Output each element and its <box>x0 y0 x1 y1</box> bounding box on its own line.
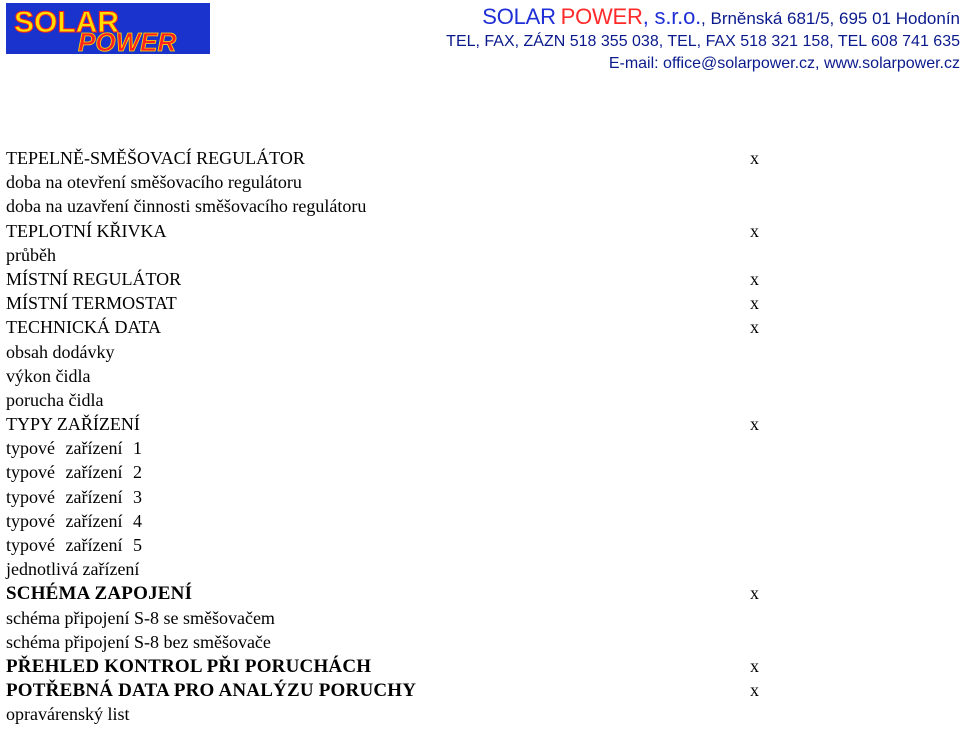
list-item-mark: x <box>750 680 759 701</box>
list-item <box>6 436 766 460</box>
logo-solar-text: SOLAR <box>14 6 119 39</box>
list-item-label: PŘEHLED KONTROL PŘI PORUCHÁCH <box>6 655 372 677</box>
list-item-label: typové zařízení 5 <box>6 535 142 555</box>
list-item <box>6 654 766 678</box>
list-item <box>6 630 766 654</box>
list-item-label: porucha čidla <box>6 389 104 410</box>
list-item <box>6 412 766 436</box>
brand-power: POWER <box>560 4 643 29</box>
list-item-label: typové zařízení 1 <box>6 438 142 459</box>
list-item <box>6 581 766 605</box>
logo-power-text: POWER <box>78 27 177 54</box>
list-item <box>6 364 766 388</box>
brand-solar: SOLAR <box>482 4 556 29</box>
solar-power-logo-icon <box>6 3 210 54</box>
list-item-mark: x <box>750 220 759 241</box>
list-item <box>6 485 766 509</box>
list-item <box>6 267 766 291</box>
list-item-label: obsah dodávky <box>6 341 115 362</box>
list-item-mark: x <box>750 317 759 338</box>
list-item-label: MÍSTNÍ TERMOSTAT <box>6 293 177 314</box>
company-name-line <box>446 5 960 31</box>
list-item-label: typové zařízení 4 <box>6 510 142 531</box>
list-item <box>6 606 766 630</box>
list-item-label: SCHÉMA ZAPOJENÍ <box>6 583 193 605</box>
list-item <box>6 315 766 339</box>
list-item <box>6 291 766 315</box>
list-item <box>6 170 766 194</box>
list-item-mark: x <box>750 293 759 314</box>
list-item <box>6 146 766 170</box>
list-item-label: typové zařízení 2 <box>6 462 142 483</box>
list-item <box>6 509 766 533</box>
list-item-label: doba na otevření směšovacího regulátoru <box>6 172 302 193</box>
company-address: , Brněnská 681/5, 695 01 Hodonín <box>701 9 960 28</box>
list-item-label: typové zařízení 3 <box>6 486 142 507</box>
list-item-label: výkon čidla <box>6 365 91 386</box>
list-item-mark: x <box>750 655 759 676</box>
list-item-label: TEPELNĚ-SMĚŠOVACÍ REGULÁTOR <box>6 148 305 168</box>
list-item <box>6 194 766 218</box>
list-item <box>6 460 766 484</box>
list-item-label: schéma připojení S-8 se směšovačem <box>6 607 275 628</box>
list-item <box>6 219 766 243</box>
list-item-label: TEPLOTNÍ KŘIVKA <box>6 220 167 241</box>
list-item-mark: x <box>750 414 759 435</box>
list-item-label: doba na uzavření činnosti směšovacího regulátoru <box>6 196 367 217</box>
list-item-mark: x <box>750 583 759 604</box>
list-item <box>6 678 766 702</box>
list-item <box>6 557 766 581</box>
list-item-label: opravárenský list <box>6 704 130 725</box>
list-item-label: průběh <box>6 244 56 265</box>
company-email-web: E-mail: office@solarpower.cz, www.solarpower.cz <box>608 55 960 72</box>
contents-list <box>6 146 766 727</box>
company-info <box>446 5 960 75</box>
company-logo <box>6 3 210 54</box>
list-item-label: schéma připojení S-8 bez směšovače <box>6 631 271 652</box>
brand-sro: , s.r.o. <box>642 4 702 29</box>
list-item-label: MÍSTNÍ REGULÁTOR <box>6 268 182 289</box>
list-item-label: POTŘEBNÁ DATA PRO ANALÝZU PORUCHY <box>6 680 417 702</box>
list-item-label: TYPY ZAŘÍZENÍ <box>6 414 140 435</box>
list-item-label: TECHNICKÁ DATA <box>6 317 162 338</box>
list-item <box>6 340 766 364</box>
list-item <box>6 243 766 267</box>
list-item <box>6 533 766 557</box>
list-item-mark: x <box>750 268 759 289</box>
company-contacts: TEL, FAX, ZÁZN 518 355 038, TEL, FAX 518 321 158, TEL 608 741 635 <box>446 33 960 50</box>
list-item <box>6 388 766 412</box>
list-item-label: jednotlivá zařízení <box>6 559 140 580</box>
list-item-mark: x <box>750 148 759 168</box>
list-item <box>6 702 766 726</box>
